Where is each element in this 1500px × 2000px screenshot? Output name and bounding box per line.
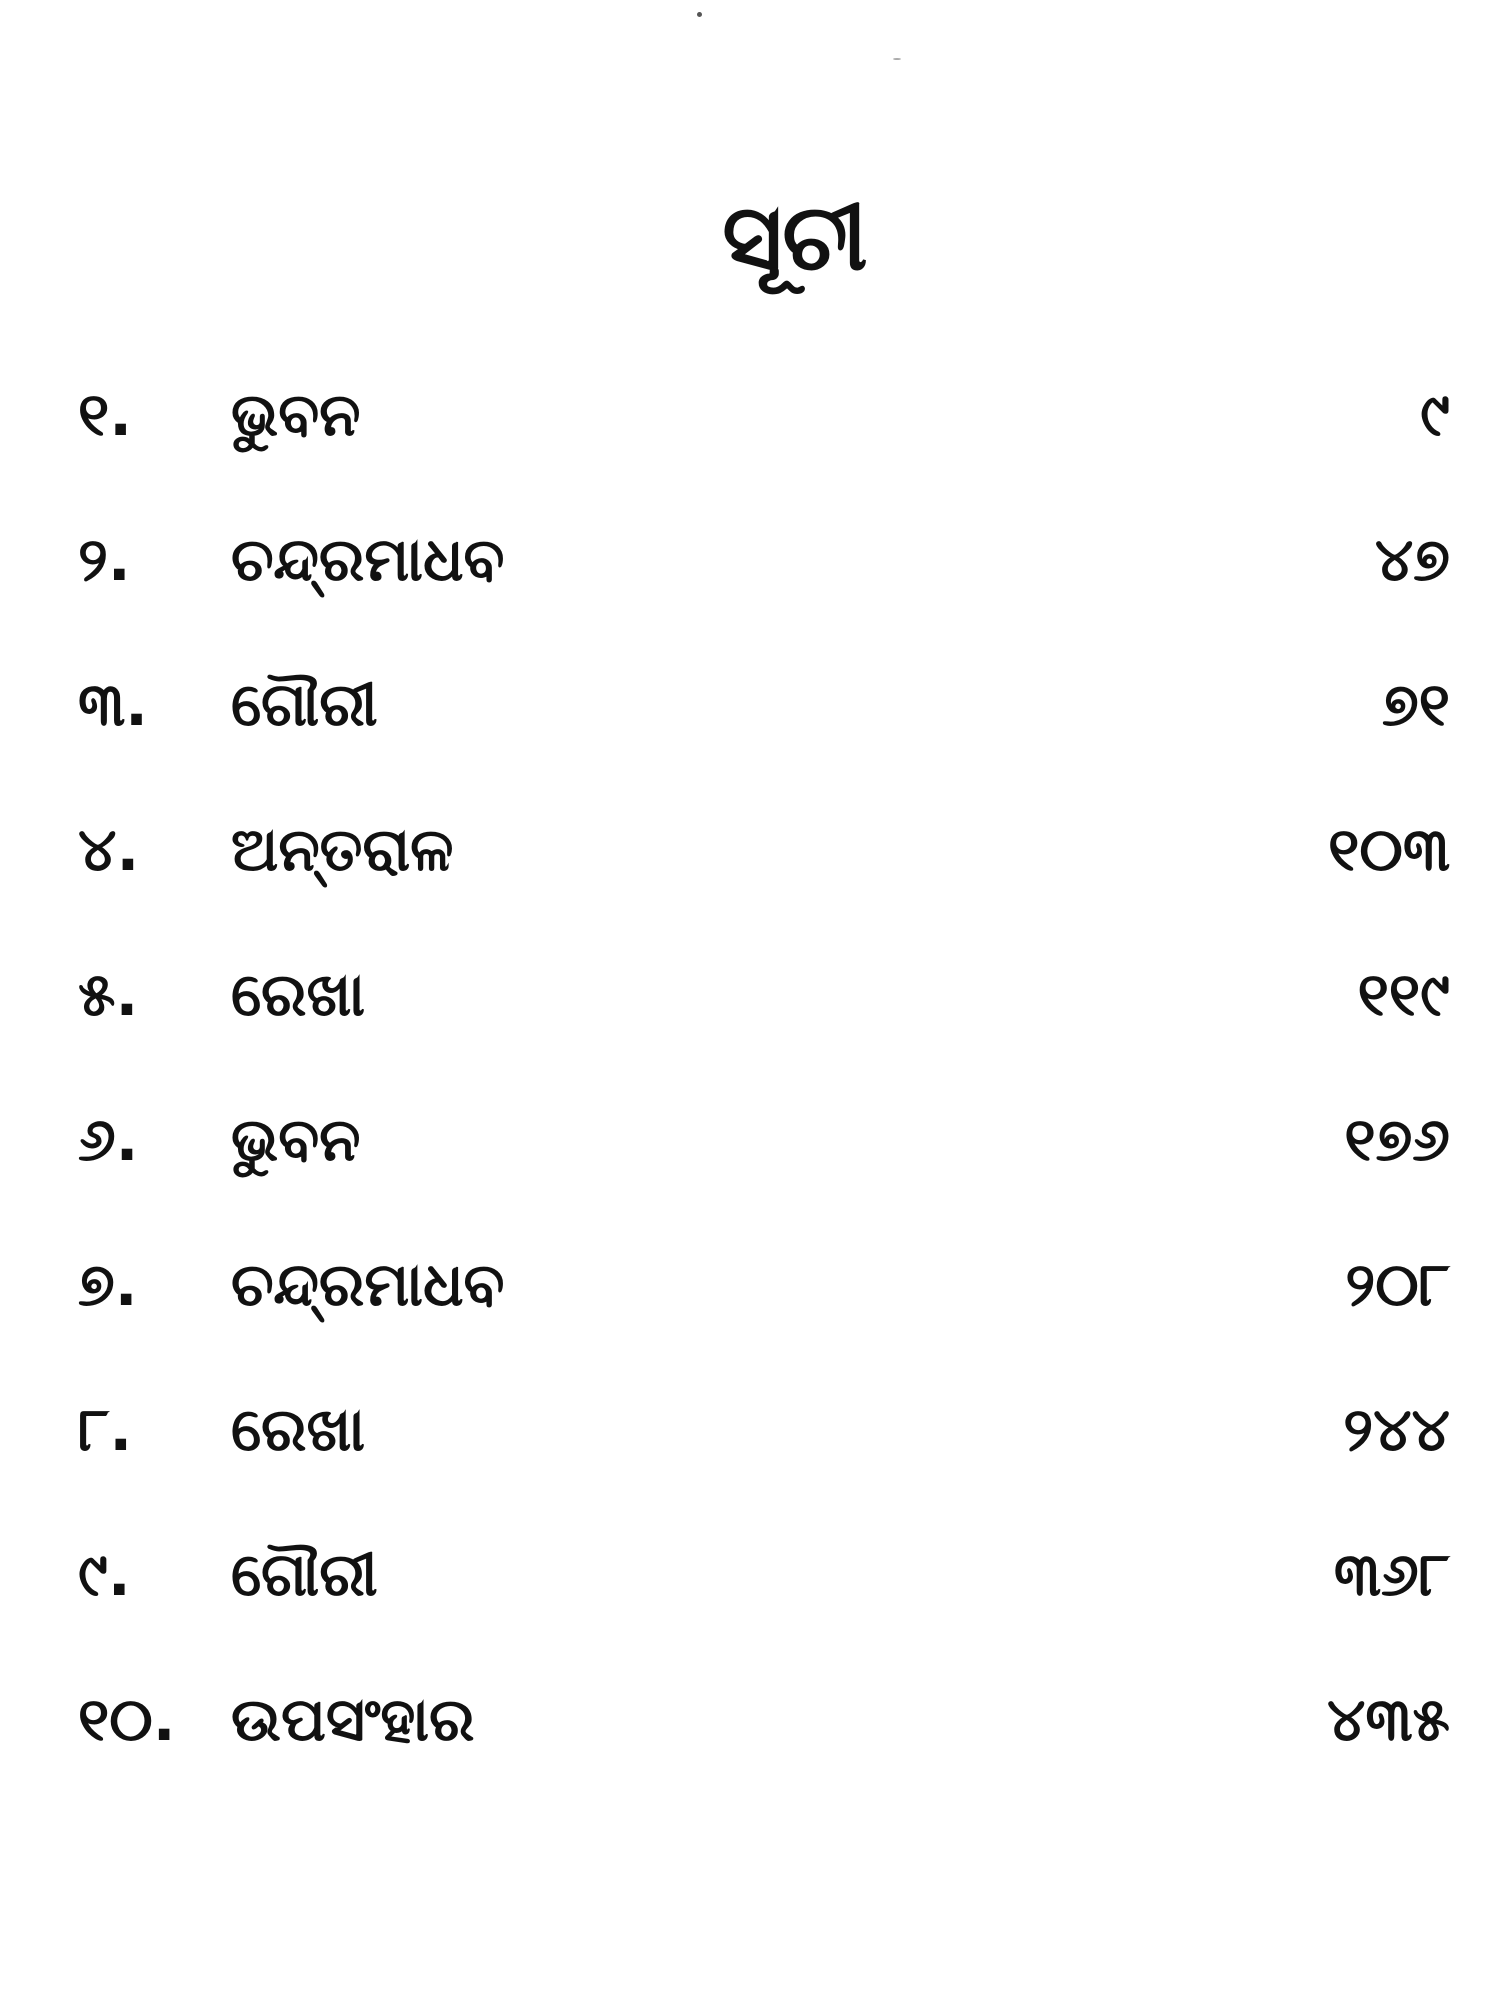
toc-entry-number: ୭. <box>78 1250 138 1320</box>
toc-entry-title: ରେଖା <box>231 1395 366 1465</box>
toc-entry-number: ୮. <box>78 1395 133 1465</box>
toc-entry-number: ୨. <box>78 525 131 595</box>
toc-entry-number: ୫. <box>78 960 139 1030</box>
toc-entry-title: ଅନ୍ତରାଳ <box>231 815 454 885</box>
toc-entry <box>78 1090 1450 1235</box>
scan-speck <box>893 58 901 60</box>
toc-entry <box>78 1235 1450 1380</box>
toc-entry-title: ଗୌରୀ <box>231 670 378 740</box>
toc-entry-page: ୯ <box>1420 380 1450 450</box>
toc-entry-page: ୩୬୮ <box>1333 1540 1450 1610</box>
toc-entry-number: ୪. <box>78 815 140 885</box>
toc-entry-title: ଚନ୍ଦ୍ରମାଧବ <box>231 525 505 595</box>
toc-entry-page: ୪୭ <box>1374 525 1450 595</box>
toc-entry <box>78 1380 1450 1525</box>
toc-entry-number: ୯. <box>78 1540 131 1610</box>
toc-entry-number: ୬. <box>78 1105 139 1175</box>
toc-entry <box>78 1670 1450 1815</box>
toc-entry-number: ୩. <box>78 670 148 740</box>
toc-entry-title: ଉପସଂହାର <box>231 1685 475 1755</box>
toc-entry-title: ରେଖା <box>231 960 366 1030</box>
toc-entry-title: ଚନ୍ଦ୍ରମାଧବ <box>231 1250 505 1320</box>
toc-entry <box>78 945 1450 1090</box>
toc-entry-page: ୧୧୯ <box>1357 960 1450 1030</box>
toc-entry <box>78 1525 1450 1670</box>
table-of-contents <box>78 365 1450 1815</box>
toc-entry-page: ୭୧ <box>1382 670 1450 740</box>
toc-entry-page: ୪୩୫ <box>1326 1685 1450 1755</box>
toc-entry-title: ଭୁବନ <box>231 1105 361 1175</box>
toc-entry-title: ଭୁବନ <box>231 380 361 450</box>
toc-entry-page: ୨୪୪ <box>1343 1395 1450 1465</box>
toc-entry <box>78 800 1450 945</box>
page-title: ସୂଚୀ <box>722 183 868 291</box>
toc-entry <box>78 510 1450 655</box>
toc-entry-page: ୧୦୩ <box>1328 815 1450 885</box>
toc-entry-page: ୨୦୮ <box>1345 1250 1450 1320</box>
toc-entry-number: ୧୦. <box>78 1685 176 1755</box>
toc-entry <box>78 365 1450 510</box>
toc-entry-title: ଗୌରୀ <box>231 1540 378 1610</box>
toc-entry <box>78 655 1450 800</box>
toc-entry-page: ୧୭୬ <box>1344 1105 1450 1175</box>
toc-entry-number: ୧. <box>78 380 133 450</box>
scan-speck <box>697 12 702 17</box>
